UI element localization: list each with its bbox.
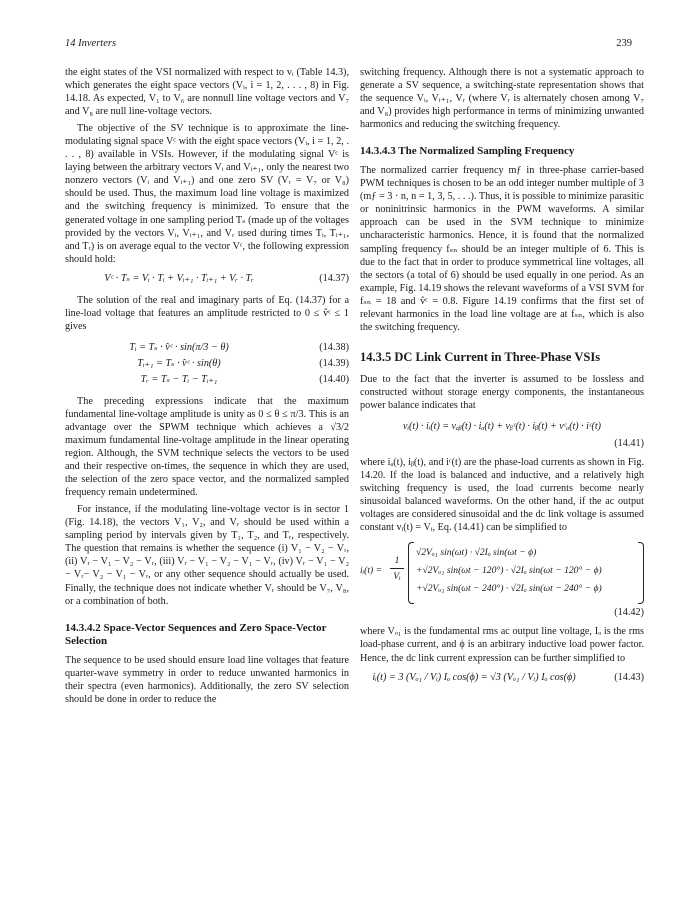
paragraph: where Vₒ₁ is the fundamental rms ac output line voltage, Iₒ is the rms load-phase current, and ϕ is an arbitrary inductive load power factor. Hence, the dc link current expression can be further simplified to <box>360 626 644 664</box>
paragraph: The preceding expressions indicate that the maximum fundamental line-voltage amplitude is unity as 0 ≤ θ ≤ π/3. This is an advantage over the SPWM technique which achieves a √3/2 maximum fundamental line-voltage amplitude in the linear operating region. Although, the SVM technique selects the vectors to be used and their respective on-times, the sequence in which they are used, the selection of the zero space vector, and the normalized sampled frequency remain undetermined. <box>65 395 349 499</box>
paragraph: the eight states of the VSI normalized with respect to vᵢ (Table 14.3), which generates the eight space vectors (Vᵢ, i = 1, 2, . . . , 8) in Fig. 14.18. As expected, V₁ to V₆ are nonnull line voltage vectors and V₇ and V₈ are null line-voltage vectors. <box>65 67 349 118</box>
equation-14-43 <box>360 671 644 687</box>
equation-number: (14.40) <box>319 373 349 385</box>
equation-lhs: iᵢ(t) = <box>360 565 383 577</box>
subsection-heading: 14.3.4.3 The Normalized Sampling Frequency <box>360 145 575 158</box>
paragraph: The solution of the real and imaginary parts of Eq. (14.37) for a line-load voltage that features an amplitude restricted to 0 ≤ v̂ᶜ ≤ 1 gives <box>65 294 349 332</box>
paragraph: where iₐ(t), iᵦ(t), and iᶜ(t) are the phase-load currents as shown in Fig. 14.20. If the load is balanced and inductive, and a relatively high switching frequency is used, the load currents become nearly sinusoidal balanced waveforms. On the other hand, if the ac output voltages are considered sinusoidal and the dc link voltage is assumed constant vᵢ(t) = Vᵢ, Eq. (14.41) can be simplified to <box>360 457 644 534</box>
right-column <box>360 66 644 693</box>
paragraph: Due to the fact that the inverter is assumed to be lossless and constructed without storage energy components, the instantaneous power balance indicates that <box>360 373 644 411</box>
equation-number: (14.43) <box>614 671 644 683</box>
chapter-title: 14 Inverters <box>65 38 117 49</box>
paragraph: The sequence to be used should ensure load line voltages that feature quarter-wave symmetry in order to reduce unwanted harmonics in their spectra (even harmonics). Additionally, the zero SV selection should be done in order to reduce the <box>65 654 349 705</box>
right-brace <box>638 542 644 604</box>
equation-body: iᵢ(t) = 3 (Vₒ₁ / Vᵢ) Iₒ cos(ϕ) = √3 (Vₒ₁ / Vᵢ) Iₒ cos(ϕ) <box>372 671 576 683</box>
fraction-bar <box>390 568 404 569</box>
paragraph: switching frequency. Although there is not a systematic approach to generate a SV sequence, a switching-state representation shows that the sequence Vᵢ, Vᵢ₊₁, Vᵣ (where Vᵣ is alternately chosen among V₇ and V₈) provides high performance in terms of minimizing unwanted harmonics and reducing the switching frequency. <box>360 67 644 131</box>
equation-body: Tᵣ = Tₛ − Tᵢ − Tᵢ₊₁ <box>140 373 218 385</box>
fraction-denominator: Vᵢ <box>393 571 401 583</box>
equation-rows <box>416 544 636 598</box>
equation-number: (14.42) <box>614 607 644 619</box>
running-head <box>65 38 632 52</box>
left-brace <box>408 542 414 604</box>
fraction-numerator: 1 <box>394 555 400 567</box>
equation-number: (14.41) <box>614 438 644 450</box>
equation-14-37 <box>65 272 349 288</box>
equation-row: +√2Vₒ₁ sin(ωt − 240°) · √2Iₒ sin(ωt − 240° − ϕ) <box>416 583 602 595</box>
paragraph: The objective of the SV technique is to approximate the line-modulating signal space Vᶜ with the eight space vectors (Vᵢ, i = 1, 2, . . . , 8) available in VSIs. However, if the modulating signal Vᶜ is laying between the arbitrary vectors Vᵢ and Vᵢ₊₁, only the nearest two nonzero vectors (Vᵢ and Vᵢ₊₁) and one zero SV (Vᵣ = V₇ or V₈) should be used. Thus, the maximum load line voltage is maximized and the switching frequency is minimized. To ensure that the generated voltage in one sampling period Tₛ (made up of the voltages provided by the vectors Vᵢ, Vᵢ₊₁, and Vᵣ used during times Tᵢ, Tᵢ₊₁, and Tᵣ) is on average equal to the vector Vᶜ, the following expression should hold: <box>65 123 349 265</box>
equation-number: (14.39) <box>319 357 349 369</box>
paragraph: The normalized carrier frequency mƒ in three-phase carrier-based PWM techniques is chosen to be an odd integer number multiple of 3 (mƒ = 3 · n, n = 1, 3, 5, . . .). Thus, it is possible to minimize parasitic or noninitrinsic harmonics in the PWM waveforms. A similar approach can be used in the SVM technique to minimize uncharacteristic harmonics. Hence, it is found that the normalized sampling frequency fₛₙ should be an integer multiple of 6. This is due to the fact that in order to produce symmetrical line voltages, all the sectors (a total of 6) should be used equally in one period. As an example, Fig. 14.19 shows the relevant waveforms of a VSI SVM for fₛₙ = 18 and v̂ᶜ = 0.8. Figure 14.19 confirms that the first set of relevant harmonics in the load line voltage are at fₛₙ, which is also the switching frequency. <box>360 165 644 333</box>
equation-row: √2Vₒ₁ sin(ωt) · √2Iₒ sin(ωt − ϕ) <box>416 547 537 559</box>
paragraph: For instance, if the modulating line-voltage vector is in sector 1 (Fig. 14.18), the vectors V₁, V₂, and Vᵣ should be used within a sampling period by intervals given by T₁, T₂, and Tᵣ, respectively. The question that remains is whether the sequence (i) V₁ − V₂ − Vᵣ, (ii) Vᵣ − V₁ − V₂ − Vᵣ, (iii) Vᵣ − V₁ − V₂ − V₁ − Vᵣ, (iv) Vᵣ − V₁ − V₂ − Vᵣ− V₂ − V₁ − Vᵣ, or any other sequence should actually be used. Finally, the technique does not indicate whether Vᵣ should be V₇, V₈, or a combination of both. <box>65 504 349 607</box>
page-number: 239 <box>616 38 632 49</box>
section-heading: 14.3.5 DC Link Current in Three-Phase VSIs <box>360 349 601 364</box>
equation-group-14-38-40 <box>65 341 349 387</box>
equation-number: (14.38) <box>319 341 349 353</box>
equation-body: Vᶜ · Tₛ = Vᵢ · Tᵢ + Vᵢ₊₁ · Tᵢ₊₁ + Vᵣ · Tᵣ <box>104 272 254 284</box>
left-column <box>65 66 349 710</box>
equation-14-39 <box>65 357 349 371</box>
fraction <box>390 554 404 583</box>
equation-number: (14.37) <box>319 272 349 284</box>
equation-14-42 <box>360 540 644 604</box>
equation-14-41-body: vᵢ(t) · iᵢ(t) = vₐᵦ(t) · iₐ(t) + vᵦᶜ(t) · iᵦ(t) + vᶜₐ(t) · iᶜ(t) <box>403 420 601 432</box>
equation-body: Tᵢ = Tₛ · v̂ᶜ · sin(π/3 − θ) <box>129 341 229 353</box>
subsection-heading: 14.3.4.2 Space-Vector Sequences and Zero Space-Vector Selection <box>65 621 327 647</box>
equation-body: Tᵢ₊₁ = Tₛ · v̂ᶜ · sin(θ) <box>137 357 221 369</box>
equation-14-38 <box>65 341 349 355</box>
equation-14-40 <box>65 373 349 387</box>
equation-row: +√2Vₒ₁ sin(ωt − 120°) · √2Iₒ sin(ωt − 120° − ϕ) <box>416 565 602 577</box>
